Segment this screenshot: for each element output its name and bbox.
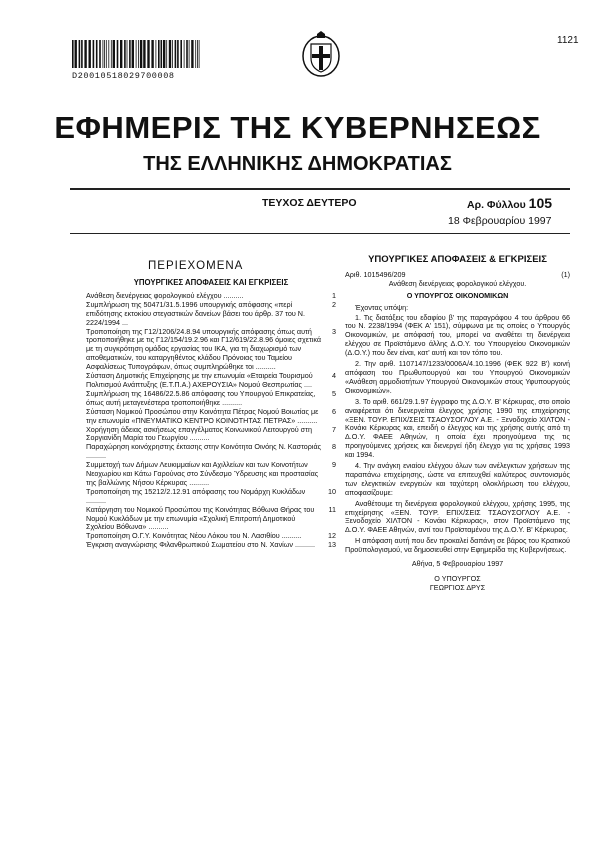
contents-entry-number: 11 bbox=[328, 504, 336, 514]
barcode-bar bbox=[180, 40, 182, 68]
divider bbox=[70, 233, 570, 234]
decision-paragraph: Αναθέτουμε τη διενέργεια φορολογικού ελέγχου, χρήσης 1995, της επιχείρησης «ΞΕΝ. ΤΟΥΡ. ΕΠΙΧ/ΣΕΙΣ ΤΣΑΟΥΣΟΓΛΟΥ Α.Ε. - Ξενοδοχείο ΧΙΛΤΟΝ - Κονάκι Κέρκυρας», στον Προϊστάμενο της Δ.Ο.Υ. ΦΑΕΕ Αθηνών, αντί του Προϊσταμένου της Δ.Ο.Υ. Β' Κέρκυρας. bbox=[345, 498, 570, 535]
barcode-bar bbox=[104, 40, 105, 68]
contents-entry bbox=[86, 461, 336, 488]
decision-paragraph: 3. Το αριθ. 661/29.1.97 έγγραφο της Δ.Ο.Υ. Β' Κέρκυρας, στο οποίο αναφέρεται ότι διενεργείται έλεγχος χρήσης 1990 της επιχείρησης «ΞΕΝ. ΤΟΥΡ. ΕΠΙΧ/ΣΕΙΣ ΤΣΑΟΥΣΟΓΛΟΥ Α.Ε. - Ξενοδοχείο ΧΙΛΤΟΝ - Κονάκι Κέρκυρας και, επειδή ο έλεγχος και της χρήσης αυτής από τη Δ.Ο.Υ. ΦΑΕΕ Αθηνών, η οποία έχει προηγούμενα της τις προηγούμενες χρήσεις και διενεργεί ήδη έλεγχο για τις χρήσεις 1993 και 1994. bbox=[345, 396, 570, 460]
contents-section-title: ΥΠΟΥΡΓΙΚΕΣ ΑΠΟΦΑΣΕΙΣ ΚΑΙ ΕΓΚΡΙΣΕΙΣ bbox=[133, 278, 289, 287]
barcode-bar bbox=[172, 40, 173, 68]
barcode bbox=[72, 40, 202, 68]
issue-date: 18 Φεβρουαρίου 1997 bbox=[448, 215, 552, 227]
contents-entry-text: Έγκριση αναγνώρισης Φιλανθρωπικού Σωματείου στο Ν. Χανίων .......... bbox=[86, 540, 315, 550]
decision-column bbox=[345, 256, 570, 593]
contents-entry-number: 6 bbox=[332, 406, 336, 416]
contents-entry-text: Σύσταση Νομικού Προσώπου στην Κοινότητα Πέτρας Νομού Βοιωτίας με την επωνυμία «ΠΝΕΥΜΑΤΙΚΟ ΚΕΝΤΡΟ ΚΟΙΝΟΤΗΤΑΣ ΠΕΤΡΑΣ» .......... bbox=[86, 406, 319, 425]
barcode-bar bbox=[177, 40, 179, 68]
contents-entry bbox=[86, 426, 336, 444]
contents-entry-number: 12 bbox=[328, 531, 336, 541]
contents-entry-text: Συμπλήρωση της 50471/31.5.1996 υπουργικής απόφασης «περί επιδότησης εκτοκίου στεγαστικών δανείων βάσει του άρθρ. 37 του Ν. 2224/1994 ... bbox=[86, 299, 305, 327]
barcode-bar bbox=[197, 40, 198, 68]
barcode-bar bbox=[156, 40, 157, 68]
barcode-bar bbox=[132, 40, 134, 68]
issue-label: ΤΕΥΧΟΣ ΔΕΥΤΕΡΟ bbox=[262, 197, 357, 209]
barcode-bar bbox=[124, 40, 126, 68]
barcode-bar bbox=[113, 40, 115, 68]
decision-paragraph: Η απόφαση αυτή που δεν προκαλεί δαπάνη σε βάρος του Κρατικού Προϋπολογισμού, να δημοσιευθεί στην Εφημερίδα της Κυβερνήσεως. bbox=[345, 536, 570, 555]
barcode-bar bbox=[99, 40, 101, 68]
contents-entry bbox=[86, 301, 336, 328]
contents-entry bbox=[86, 443, 336, 461]
gazette-subtitle: ΤΗΣ ΕΛΛΗΝΙΚΗΣ ΔΗΜΟΚΡΑΤΙΑΣ bbox=[143, 153, 452, 175]
barcode-bar bbox=[175, 40, 177, 68]
contents-entry bbox=[86, 506, 336, 533]
barcode-bar bbox=[163, 40, 165, 68]
decision-ref-number: (1) bbox=[561, 269, 570, 279]
contents-entry-number: 2 bbox=[332, 299, 336, 309]
contents-entry-text: Παραχώρηση κοινόχρηστης έκτασης στην Κοινότητα Οινόης Ν. Καστοριάς .......... bbox=[86, 442, 322, 461]
barcode-bar bbox=[138, 40, 139, 68]
contents-entry-text: Συμπλήρωση της 16486/22.5.86 απόφασης του Υπουργού Επικρατείας, όπως αυτή μεταγενέστερα τροποποιήθηκε .......... bbox=[86, 388, 316, 407]
barcode-bar bbox=[120, 40, 122, 68]
barcode-bar bbox=[199, 40, 200, 68]
contents-entry-number: 8 bbox=[332, 442, 336, 452]
contents-entry-text: Τροποποίηση της Γ12/1206/24.8.94 υπουργικής απόφασης όπως αυτή τροποποιήθηκε με τις Γ12/154/19.2.96 και Γ12/619/22.8.96 όμοιες σχετικά με τη συγκρότηση ομάδας εργασίας του ΙΚΑ, για τη διαχωρισμό των αποθεματικών, του καταργηθέντος κλάδου Πρόνοιας του Ταμείου Ασφαλίσεως Τυπογράφων, όπως συμπληρώθηκε τοι .......... bbox=[86, 326, 322, 372]
barcode-bar bbox=[81, 40, 83, 68]
barcode-bar bbox=[103, 40, 104, 68]
greek-coat-of-arms-emblem bbox=[300, 30, 342, 78]
sheet-number-value: 105 bbox=[528, 195, 553, 211]
barcode-bar bbox=[169, 40, 171, 68]
barcode-bar bbox=[129, 40, 131, 68]
contents-entry bbox=[86, 390, 336, 408]
barcode-bar bbox=[93, 40, 95, 68]
barcode-bar bbox=[127, 40, 128, 68]
decision-paragraph: 2. Την αριθ. 1107147/1233/0006Α/4.10.1996 (ΦΕΚ 922 Β') κοινή απόφαση του Πρωθυπουργού και του Υπουργού Οικονομικών «Ανάθεση αρμοδιοτήτων Υπουργού Οικονομικών στους Υφυπουργούς Οικονομικών». bbox=[345, 359, 570, 395]
contents-entry-text: Τροποποίηση Ο.Γ.Υ. Κοινότητας Νέου Λόκου του Ν. Λασιθίου .......... bbox=[86, 531, 302, 541]
contents-list bbox=[86, 279, 336, 550]
contents-entry-number: 3 bbox=[332, 326, 336, 336]
contents-entry-text: Συμμετοχή των Δήμων Λευκιμμαίων και Αχιλλείων και των Κοινοτήτων Νεοχωρίου και Κάτω Γαρούνας στο Σύνδεσμο Ύδρευσης και προστασίας της βαλλώνης Νήσου Κέρκυρας .......... bbox=[86, 460, 319, 487]
contents-entry-number: 13 bbox=[328, 540, 336, 550]
barcode-bar bbox=[191, 40, 193, 68]
decision-having: Έχοντας υπόψη: bbox=[355, 302, 409, 312]
contents-entry-text: Σύσταση Δημοτικής Επιχείρησης με την επωνυμία «Εταιρεία Τουρισμού Πολιτισμού Ανάπτυξης (Ε.Τ.Π.Α.) ΑΧΕΡΟΥΣΙΑ» Νομού Θεσπρωτίας .... bbox=[86, 371, 313, 389]
decision-place-date: Αθήνα, 5 Φεβρουαρίου 1997 bbox=[411, 559, 504, 569]
barcode-bar bbox=[89, 40, 91, 68]
barcode-bar bbox=[147, 40, 149, 68]
decision-paragraph: 4. Την ανάγκη ενιαίου ελέγχου όλων των ανέλεγκτων χρήσεων της παραπάνω επιχείρησης, ώστε να επιτευχθεί καλύτερος συντονισμός των ελεγκτικών ενεργειών και ταχύτερη ολοκλήρωση του ελέγχου, αποφασίζουμε: bbox=[345, 461, 570, 497]
contents-entry-number: 7 bbox=[332, 424, 336, 434]
sheet-label: Αρ. Φύλλου bbox=[467, 199, 526, 211]
barcode-bar bbox=[84, 40, 86, 68]
sheet-number bbox=[467, 195, 552, 211]
barcode-text: D20010518029700008 bbox=[72, 71, 175, 81]
barcode-bar bbox=[189, 40, 190, 68]
contents-entry-text: Χορήγηση άδειας ασκήσεως επαγγέλματος Κοινωνικού Λειτουργού στη Σοργιανίδη Μαρία του Γεωργίου .......... bbox=[86, 424, 312, 443]
barcode-bar bbox=[151, 40, 153, 68]
contents-entry bbox=[86, 408, 336, 426]
barcode-bar bbox=[72, 40, 74, 68]
barcode-bar bbox=[143, 40, 145, 68]
contents-entry-number: 9 bbox=[332, 460, 336, 470]
contents-entry bbox=[86, 372, 336, 390]
gazette-title: ΕΦΗΜΕΡΙΣ ΤΗΣ ΚΥΒΕΡΝΗΣΕΩΣ bbox=[54, 110, 541, 145]
decision-paragraph: 1. Τις διατάξεις του εδαφίου β' της παραγράφου 4 του άρθρου 66 του Ν. 2238/1994 (ΦΕΚ Α' 151), σύμφωνα με τις οποίες ο Υπουργός Οικονομικών, με απόφασή του, μπορεί να αναθέτει τη διενέργεια ελέγχου σε Προϊστάμενο άλλης Δ.Ο.Υ. του Υπουργείου Οικονομικών (Δ.Ο.Υ.) που δεν είναι, κατ' αυτή και τον τόπο του. bbox=[345, 312, 570, 358]
decision-ref: Αριθ. 1015496/209 bbox=[345, 269, 406, 279]
contents-entry bbox=[86, 541, 336, 550]
barcode-bar bbox=[75, 40, 77, 68]
barcode-bar bbox=[195, 40, 196, 68]
contents-entry bbox=[86, 488, 336, 506]
contents-entry-number: 1 bbox=[332, 290, 336, 300]
contents-entry-text: Ανάθεση διενέργειας φορολογικού ελέγχου .......... bbox=[86, 290, 244, 300]
page-number: 1121 bbox=[557, 35, 579, 46]
contents-entry-number: 4 bbox=[332, 371, 336, 381]
barcode-bar bbox=[166, 40, 167, 68]
divider bbox=[70, 188, 570, 190]
barcode-bar bbox=[79, 40, 81, 68]
barcode-bar bbox=[108, 40, 109, 68]
decision-subject: Ανάθεση διενέργειας φορολογικού ελέγχου. bbox=[388, 278, 527, 288]
barcode-bar bbox=[106, 40, 107, 68]
decisions-section-title: ΥΠΟΥΡΓΙΚΕΣ ΑΠΟΦΑΣΕΙΣ & ΕΓΚΡΙΣΕΙΣ bbox=[368, 254, 547, 265]
signer-title: Ο ΥΠΟΥΡΓΟΣ bbox=[434, 574, 481, 583]
contents-heading: ΠΕΡΙΕΧΟΜΕΝΑ bbox=[148, 260, 244, 272]
contents-entry-text: Κατάργηση του Νομικού Προσώπου της Κοινότητας Βόθωνα Θήρας του Νομού Κυκλάδων με την επωνυμία «Σχολική Επιτροπή Δημοτικού Σχολείου Βόθωνα» .......... bbox=[86, 504, 315, 532]
barcode-bar bbox=[96, 40, 98, 68]
barcode-bar bbox=[158, 40, 160, 68]
contents-entry-number: 10 bbox=[328, 486, 336, 496]
barcode-bar bbox=[184, 40, 185, 68]
decision-authority: Ο ΥΠΟΥΡΓΟΣ ΟΙΚΟΝΟΜΙΚΩΝ bbox=[406, 290, 509, 300]
barcode-bar bbox=[161, 40, 163, 68]
barcode-bar bbox=[111, 40, 112, 68]
barcode-bar bbox=[140, 40, 142, 68]
contents-entry-number: 5 bbox=[332, 388, 336, 398]
contents-entry-text: Τροποποίηση της 15212/2.12.91 απόφασης του Νομάρχη Κυκλάδων .......... bbox=[86, 486, 306, 505]
signer-name: ΓΕΩΡΓΙΟΣ ΔΡΥΣ bbox=[429, 582, 486, 592]
barcode-bar bbox=[136, 40, 137, 68]
barcode-bar bbox=[186, 40, 188, 68]
barcode-bar bbox=[117, 40, 119, 68]
contents-entry bbox=[86, 328, 336, 373]
